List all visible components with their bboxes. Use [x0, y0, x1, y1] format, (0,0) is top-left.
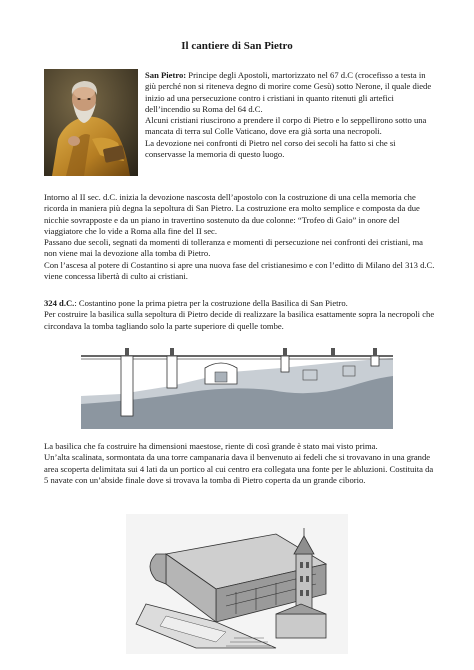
intro-p2: Alcuni cristiani riuscirono a prendere il corpo di Pietro e lo seppellirono sotto una mancata di terra sul Colle Vaticano, dove era già sorta una necropoli.: [145, 115, 427, 137]
cross-section-icon: [81, 346, 393, 429]
basilica-p1: La basilica che fa costruire ha dimensioni maestose, riente di così grande è stato mai visto prima.: [44, 441, 378, 451]
history-section: [44, 192, 436, 282]
basilica-description: [44, 441, 436, 486]
saint-peter-painting-icon: [44, 69, 138, 176]
constantine-body: : Costantino pone la prima pietra per la costruzione della Basilica di San Pietro.: [74, 298, 348, 308]
intro-body: Principe degli Apostoli, martorizzato nel 67 d.C (crocefisso a testa in giù perché non si riteneva degno di morire come Gesù) sotto Nerone, il quale diede inizio ad una persecuzione contro i cristiani in quanto ritenuti gli artefici dell’incendio su Roma del 64 d.C.: [145, 70, 432, 114]
basilica-illustration-icon: [126, 514, 348, 654]
basilica-cross-section-drawing: [81, 346, 393, 429]
constantine-p2: Per costruire la basilica sulla sepoltura di Pietro decide di realizzare la basilica esattamente sopra la necropoli che circondava la tomba tagliando solo la parte superiore di quelle tombe.: [44, 309, 435, 331]
history-p1: Intorno al II sec. d.C. inizia la devozione nascosta dell’apostolo con la costruzione di una cella memoria che ricorda in maniera più degna la sepoltura di San Pietro. La costruzione era molto semplice e composta da due nicchie sovrapposte e da un piano in travertino sostenuto da due colonne: “Trofeo di Gaio” in onore del viaggiatore che lo vide a Roma alla fine del II sec.: [44, 192, 420, 236]
intro-lead: San Pietro:: [145, 70, 187, 80]
history-p2: Passano due secoli, segnati da momenti di tolleranza e momenti di persecuzione nei confronti dei cristiani, ma non viene mai la devozione alla tomba di Pietro.: [44, 237, 423, 259]
history-p3: Con l’ascesa al potere di Costantino si apre una nuova fase del cristianesimo e con l’editto di Milano del 313 d.C. viene concessa libertà di culto ai cristiani.: [44, 259, 435, 282]
basilica-p2: Un’alta scalinata, sormontata da una torre campanaria dava il benvenuto ai fedeli che si trovavano in una grande area scoperta delimitata sui 4 lati da un portico al cui centro era collegata una fonte per le abluzioni. Costituita da 5 navate con un’abside finale dove si trovava la tomba di Pietro coperta da un grande ciborio.: [44, 452, 434, 485]
intro-paragraph: [145, 70, 435, 160]
constantine-date: 324 d.C.: [44, 298, 75, 308]
old-basilica-engraving: [126, 514, 348, 654]
constantine-section: [44, 298, 436, 332]
page-title: Il cantiere di San Pietro: [181, 40, 293, 52]
intro-p3: La devozione nei confronti di Pietro nel corso dei secoli ha fatto si che si conservasse la memoria di questo luogo.: [145, 137, 396, 160]
saint-peter-portrait: [44, 69, 138, 176]
